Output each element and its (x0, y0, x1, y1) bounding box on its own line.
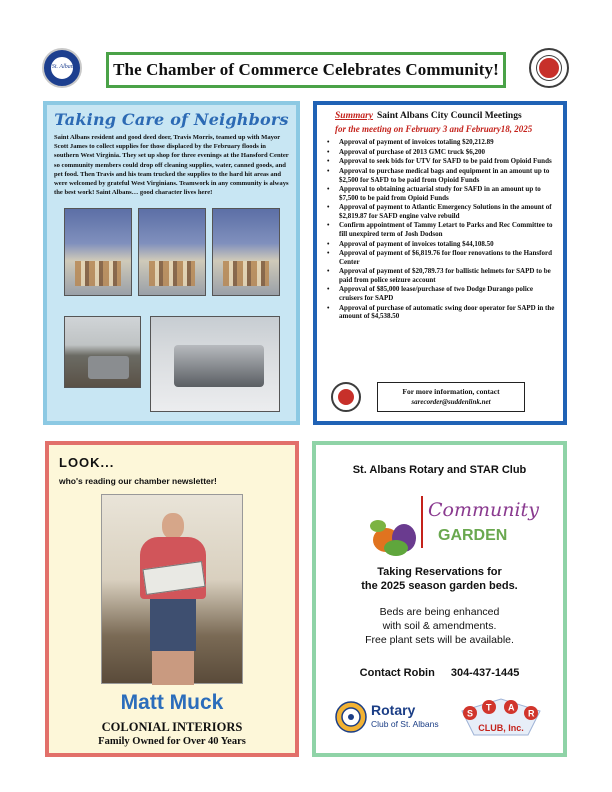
star-club-logo (456, 695, 546, 743)
list-item: • Approval of purchase of automatic swing door operator for SAPD in the amount of $4,538.50 (325, 304, 557, 321)
garden-logo-line2: GARDEN (438, 527, 508, 544)
list-item: • Approval to seek bids for UTV for SAFD to be paid from Opioid Funds (325, 157, 557, 165)
rotary-logo-text (371, 703, 439, 731)
list-item: • Approval of purchase of 2013 GMC truck $6,200 (325, 148, 557, 156)
star-club-name: CLUB, Inc. (478, 723, 524, 733)
beds-line-3: Free plant sets will be available. (365, 634, 514, 646)
star-letter-s: S (467, 708, 474, 719)
list-item: • Approval of payment of $20,789.73 for ballistic helmets for SAPD to be paid from police seizure account (325, 267, 557, 284)
reservation-line-1: Taking Reservations for (377, 566, 502, 578)
summary-label: Summary (335, 111, 374, 121)
council-heading-line (335, 111, 557, 121)
list-item: • Approval of payment to Atlantic Emergency Solutions in the amount of $2,819.87 for SAFD engine valve rebuild (325, 203, 557, 220)
photo-supplies-room-2 (138, 208, 206, 296)
look-label: LOOK... (59, 455, 115, 470)
list-item: • Approval to purchase medical bags and equipment in an amount up to $2,500 for SAFD to be paid from Opioid Funds (325, 167, 557, 184)
photo-supplies-room-3 (212, 208, 280, 296)
title-banner (106, 52, 506, 88)
star-letter-t: T (486, 702, 492, 713)
seal-text: St. Albans (51, 64, 77, 70)
info-label: For more information, contact (402, 387, 500, 396)
list-item: • Approval of payment of invoices totaling $44,108.50 (325, 240, 557, 248)
rotary-club-name: Club of St. Albans (371, 719, 439, 729)
council-heading: Saint Albans City Council Meetings (377, 111, 522, 121)
garden-logo-line1: Community (428, 499, 539, 521)
beds-line-1: Beds are being enhanced (379, 606, 500, 618)
council-summary-panel (313, 101, 567, 425)
neighbors-body: Saint Albans resident and good deed doer, Travis Morris, teamed up with Mayor Scott James to collect supplies for those displaced by the February floods in southern West Virginia. They set up shop for three evenings at the Hansford Center so community members could drop off cleaning supplies, water, canned goods, and pet food. Then Travis and his team trucked the supplies to the hard hit areas and were welcomed by grateful West Virginians. Teamwork in any community is always the best work! Saint Albans… good character lives here! (54, 134, 289, 197)
photo-loaded-truck (150, 316, 280, 412)
council-items-list (325, 138, 557, 320)
list-item: • Approval of payment of $6,819.76 for floor renovations to the Hansford Center (325, 249, 557, 266)
star-letter-a: A (508, 702, 515, 713)
photo-volunteers-outside (64, 316, 141, 388)
contact-email[interactable]: sarecorder@suddenlink.net (411, 398, 491, 406)
list-item: • Approval to obtaining actuarial study for SAFD in an amount up to $7,500 to be paid from Opioid Funds (325, 185, 557, 202)
community-garden-panel (312, 441, 567, 757)
company-tagline: Family Owned for Over 40 Years (98, 736, 246, 747)
company-name: COLONIAL INTERIORS (101, 720, 243, 734)
reader-name: Matt Muck (120, 691, 224, 714)
neighbors-heading: Taking Care of Neighbors (54, 110, 289, 129)
photo-man-reading-newsletter (101, 494, 243, 684)
beds-line-2: with soil & amendments. (382, 620, 497, 632)
contact-line (316, 667, 563, 679)
city-seal-logo (331, 382, 361, 412)
reader-spotlight-panel (45, 441, 299, 757)
neighbors-panel (43, 101, 300, 425)
page-title: The Chamber of Commerce Celebrates Community! (113, 60, 499, 79)
beds-info-text (316, 605, 563, 647)
council-subheading: for the meeting on February 3 and February18, 2025 (335, 124, 533, 134)
list-item: • Confirm appointment of Tammy Letart to Parks and Rec Committee to fill unexpired term of Josh Dodson (325, 221, 557, 238)
look-subtitle: who's reading our chamber newsletter! (59, 476, 217, 486)
contact-label: Contact Robin (359, 667, 435, 679)
contact-phone[interactable]: 304-437-1445 (450, 667, 520, 679)
star-letter-r: R (528, 708, 535, 719)
rotary-wheel-icon (334, 700, 368, 734)
rotary-name: Rotary (371, 702, 416, 718)
chamber-seal-logo (529, 48, 569, 88)
list-item: • Approval of $85,000 lease/purchase of two Dodge Durango police cruisers for SAPD (325, 285, 557, 302)
st-albans-seal-logo (42, 48, 82, 88)
rotary-title: St. Albans Rotary and STAR Club (352, 464, 527, 476)
community-garden-logo (366, 490, 539, 558)
reservation-line-2: the 2025 season garden beds. (361, 580, 518, 592)
list-item: • Approval of payment of invoices totaling $20,212.89 (325, 138, 557, 146)
photo-supplies-room-1 (64, 208, 132, 296)
contact-info-box (377, 382, 525, 412)
reservation-text (316, 565, 563, 593)
